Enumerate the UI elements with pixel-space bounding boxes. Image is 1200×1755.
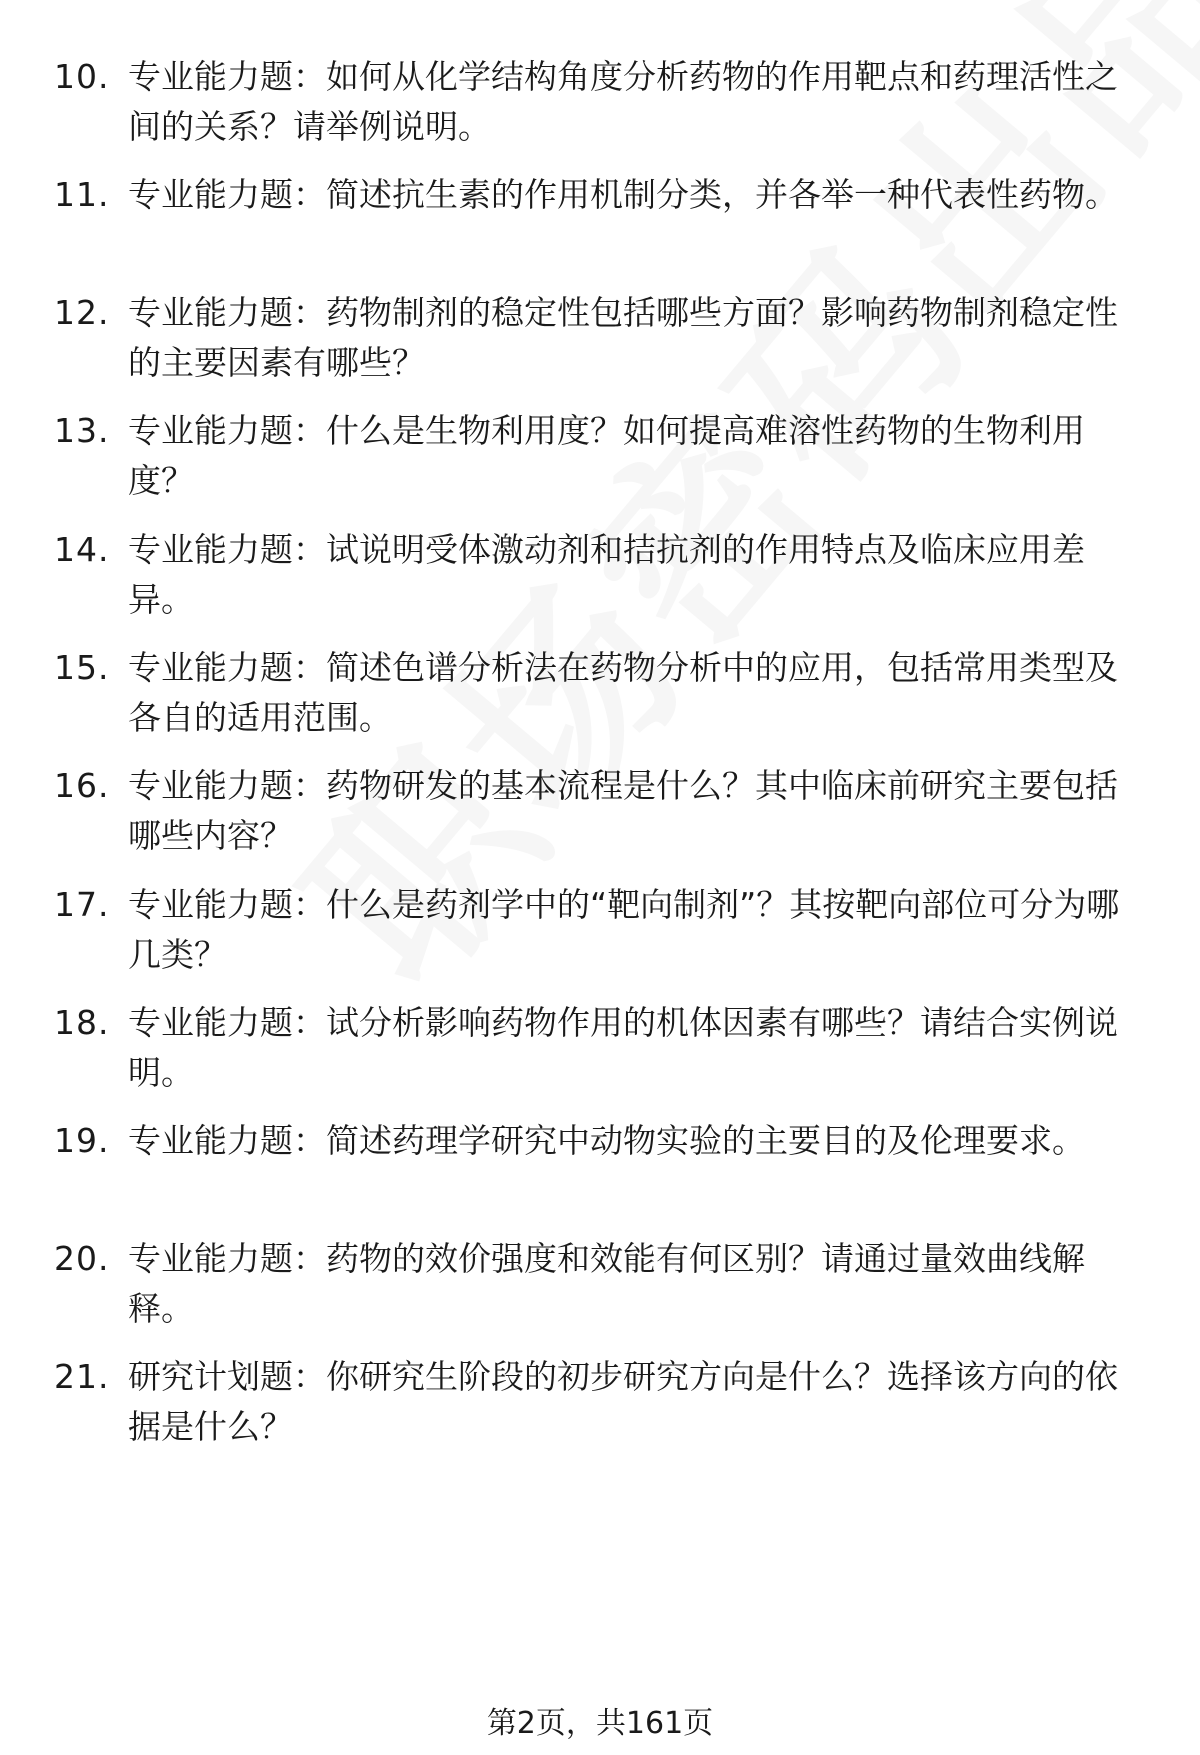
question-number: 13.: [54, 411, 110, 450]
question-item: [0, 406, 1200, 516]
question-item: [0, 52, 1200, 162]
question-text: 专业能力题：简述色谱分析法在药物分析中的应用，包括常用类型及各自的适用范围。: [128, 648, 1118, 737]
question-item: [0, 1352, 1200, 1462]
question-text: 专业能力题：简述药理学研究中动物实验的主要目的及伦理要求。: [128, 1121, 1085, 1160]
question-text: 专业能力题：如何从化学结构角度分析药物的作用靶点和药理活性之间的关系？请举例说明。: [128, 57, 1118, 146]
question-number: 12.: [54, 293, 110, 332]
question-text: 专业能力题：试说明受体激动剂和拮抗剂的作用特点及临床应用差异。: [128, 530, 1085, 619]
question-text: 研究计划题：你研究生阶段的初步研究方向是什么？选择该方向的依据是什么？: [128, 1357, 1118, 1446]
question-number: 21.: [54, 1357, 110, 1396]
question-number: 10.: [54, 57, 110, 96]
question-item: [0, 288, 1200, 398]
question-number: 15.: [54, 648, 110, 687]
question-number: 19.: [54, 1121, 110, 1160]
question-text: 专业能力题：药物制剂的稳定性包括哪些方面？影响药物制剂稳定性的主要因素有哪些？: [128, 293, 1118, 382]
question-number: 17.: [54, 885, 110, 924]
question-item: [0, 1116, 1200, 1226]
question-item: [0, 998, 1200, 1108]
question-item: [0, 761, 1200, 871]
question-item: [0, 170, 1200, 280]
question-text: 专业能力题：药物研发的基本流程是什么？其中临床前研究主要包括哪些内容？: [128, 766, 1118, 855]
question-text: 专业能力题：什么是生物利用度？如何提高难溶性药物的生物利用度？: [128, 411, 1085, 500]
question-item: [0, 1234, 1200, 1344]
question-item: [0, 643, 1200, 753]
question-text: 专业能力题：药物的效价强度和效能有何区别？请通过量效曲线解释。: [128, 1239, 1085, 1328]
page-footer: 第2页，共161页: [486, 1706, 714, 1741]
question-text: 专业能力题：试分析影响药物作用的机体因素有哪些？请结合实例说明。: [128, 1003, 1118, 1092]
question-number: 18.: [54, 1003, 110, 1042]
question-number: 20.: [54, 1239, 110, 1278]
question-text: 专业能力题：什么是药剂学中的“靶向制剂”？其按靶向部位可分为哪几类？: [128, 885, 1120, 974]
question-number: 11.: [54, 175, 110, 214]
question-number: 16.: [54, 766, 110, 805]
question-text: 专业能力题：简述抗生素的作用机制分类，并各举一种代表性药物。: [128, 175, 1118, 214]
question-number: 14.: [54, 530, 110, 569]
question-item: [0, 525, 1200, 635]
question-item: [0, 880, 1200, 990]
